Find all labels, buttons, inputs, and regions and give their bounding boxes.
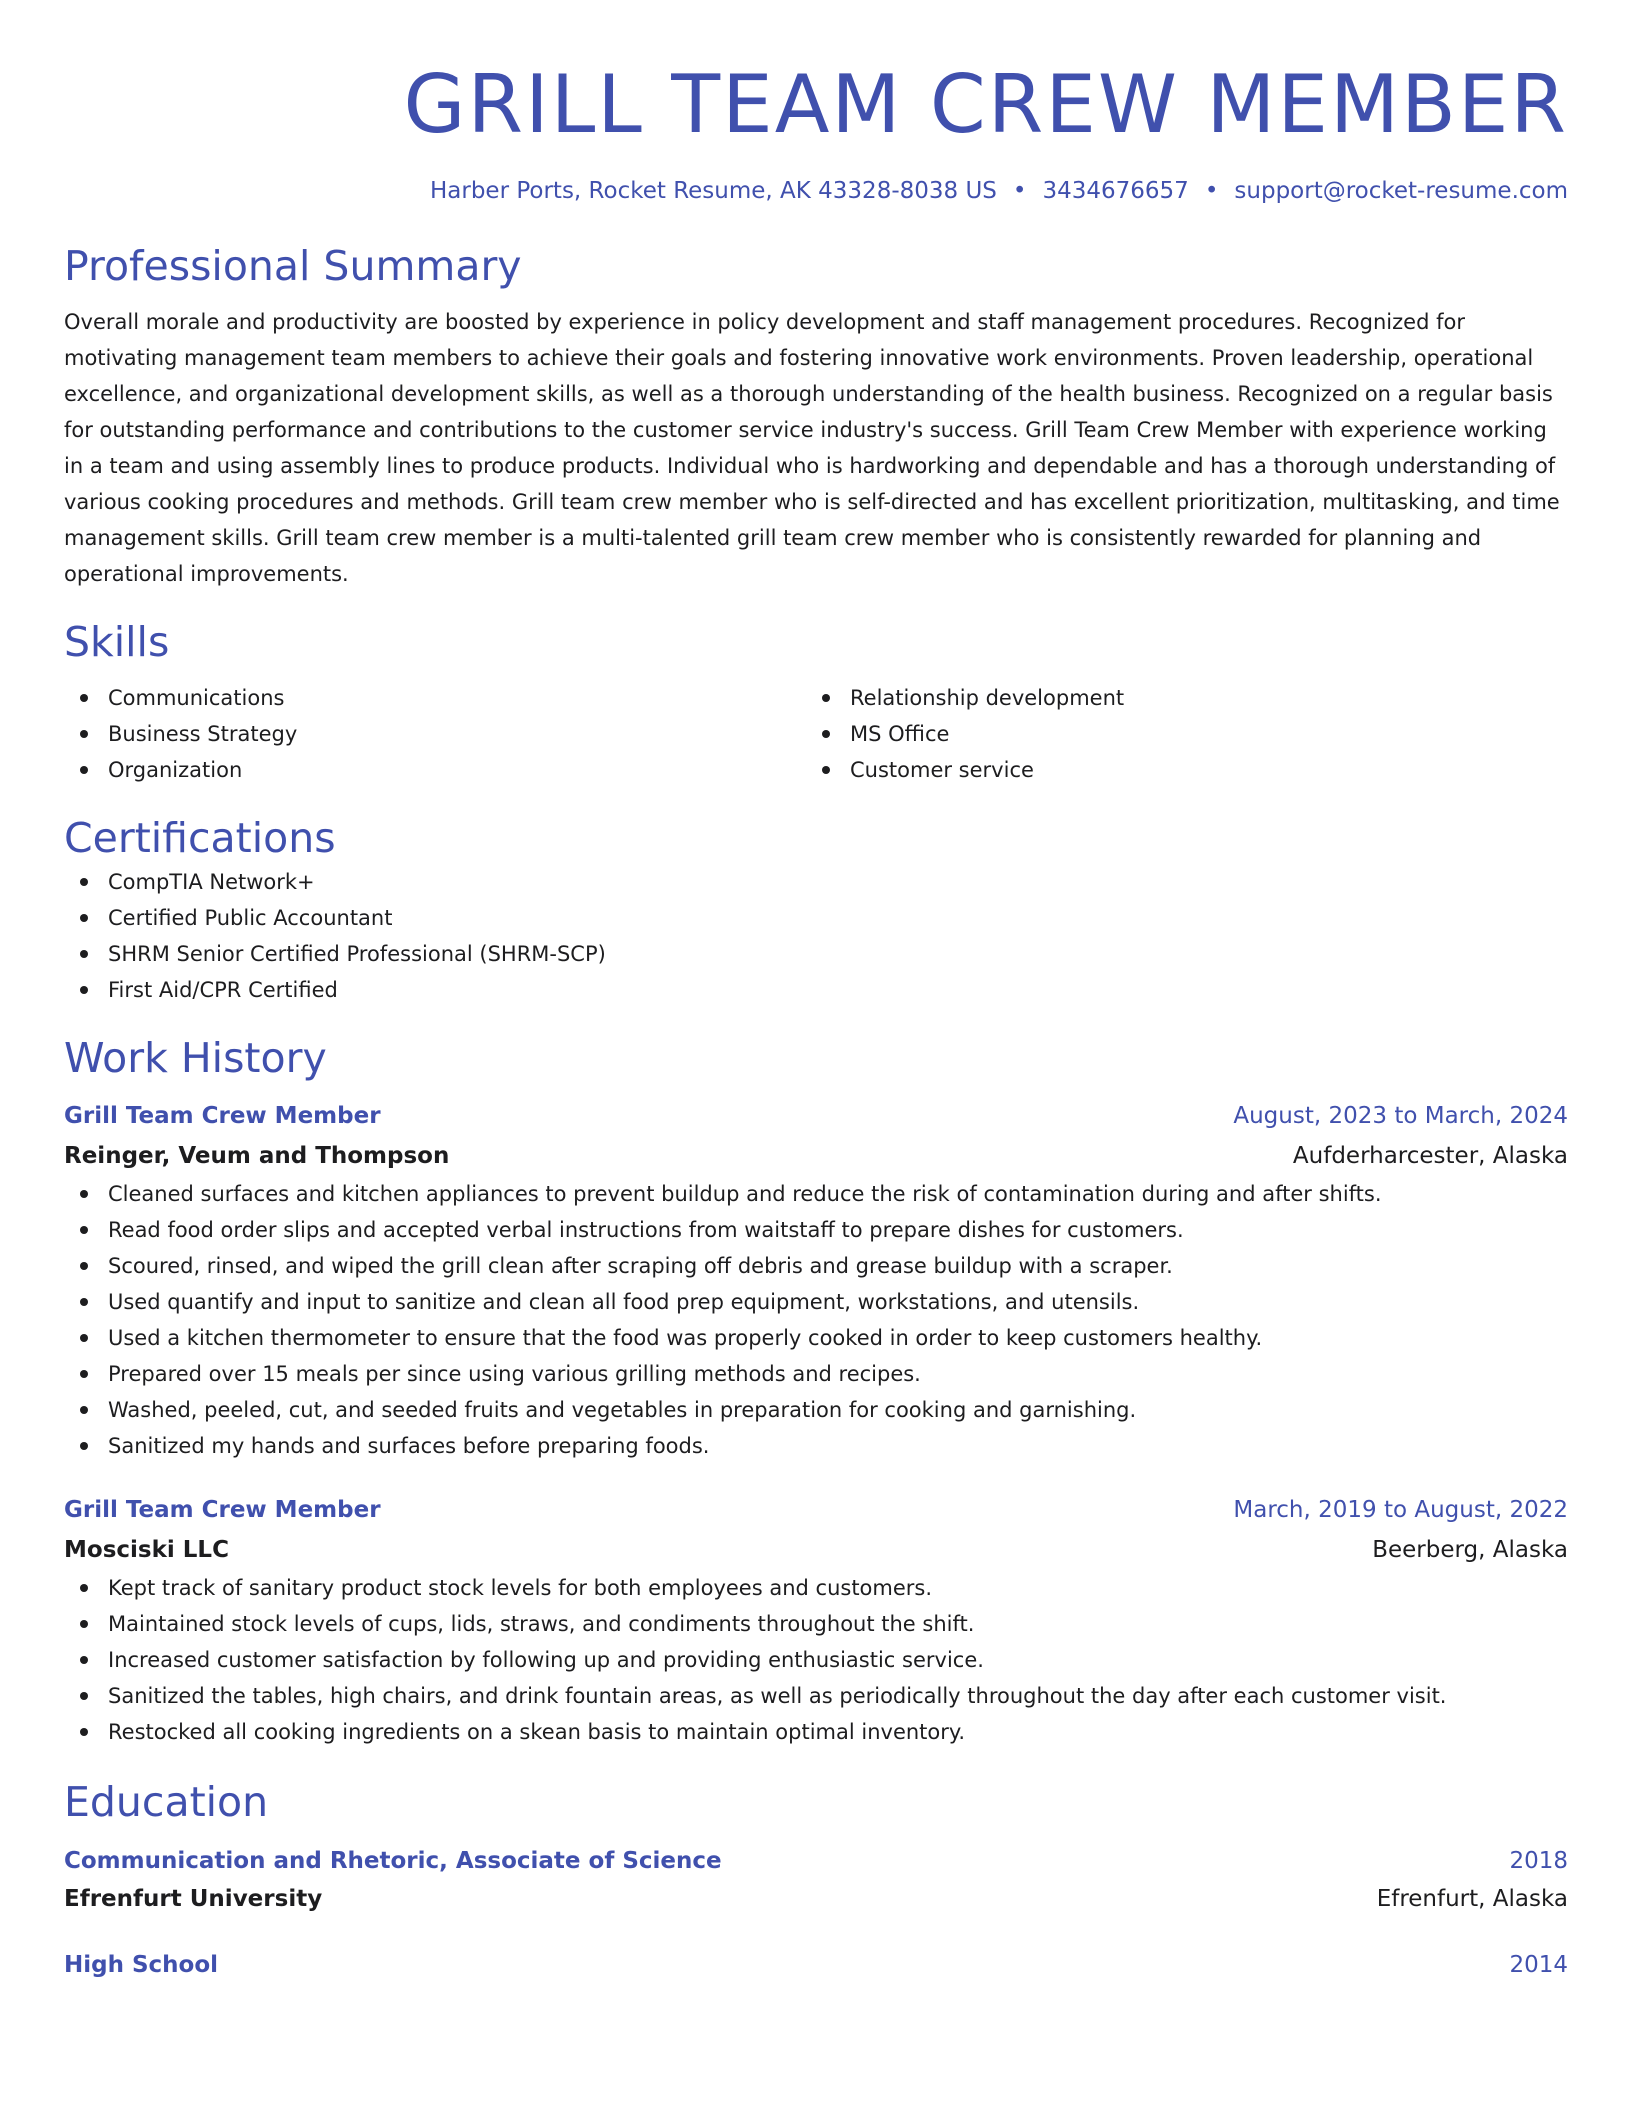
bullet-icon: [80, 1728, 88, 1736]
job-bullet: Sanitized the tables, high chairs, and drink fountain areas, as well as periodically throughout the day after each customer visit.: [64, 1678, 1568, 1714]
certification-item: CompTIA Network+: [64, 864, 1568, 900]
bullet-icon: [80, 1692, 88, 1700]
bullet-icon: [80, 1298, 88, 1306]
job-bullet: Restocked all cooking ingredients on a skean basis to maintain optimal inventory.: [64, 1714, 1568, 1750]
resume-header: [64, 54, 1568, 206]
bullet-icon: [80, 914, 88, 922]
education-location: Efrenfurt, Alaska: [1376, 1886, 1568, 1912]
section-title-summary: Professional Summary: [64, 242, 522, 290]
education-entry: [64, 1842, 1568, 1918]
education-school: Efrenfurt University: [64, 1886, 323, 1912]
contact-line: [64, 176, 1568, 206]
skills-grid: [64, 680, 1568, 788]
bullet-icon: [80, 1406, 88, 1414]
bullet-icon: [80, 1584, 88, 1592]
job-bullet: Used a kitchen thermometer to ensure that the food was properly cooked in order to keep customers healthy.: [64, 1320, 1568, 1356]
job-bullet: Sanitized my hands and surfaces before preparing foods.: [64, 1428, 1568, 1464]
contact-phone: 3434676657: [1042, 178, 1189, 204]
contact-email: support@rocket-resume.com: [1234, 178, 1568, 204]
section-title-education: Education: [64, 1778, 269, 1826]
job-bullets: [64, 1176, 1568, 1464]
skill-item: Organization: [64, 752, 806, 788]
skill-item: Communications: [64, 680, 806, 716]
bullet-icon: [80, 1656, 88, 1664]
skills-column-right: [806, 680, 1548, 788]
job-company: Reinger, Veum and Thompson: [64, 1143, 450, 1169]
skill-item: Business Strategy: [64, 716, 806, 752]
education-degree: Communication and Rhetoric, Associate of Science: [64, 1848, 722, 1874]
summary-text: Overall morale and productivity are boosted by experience in policy development and staff management procedures. Recognized for motivating management team members to achieve their goals and fostering innovative work environments. Proven leadership, operational excellence, and organizational development skills, as well as a thorough understanding of the health business. Recognized on a regular basis for outstanding performance and contributions to the customer service industry's success. Grill Team Crew Member with experience working in a team and using assembly lines to produce products. Individual who is hardworking and dependable and has a thorough understanding of various cooking procedures and methods. Grill team crew member who is self-directed and has excellent prioritization, multitasking, and time management skills. Grill team crew member is a multi-talented grill team crew member who is consistently rewarded for planning and operational improvements.: [64, 310, 1560, 586]
skills-column-left: [64, 680, 806, 788]
bullet-icon: [80, 1190, 88, 1198]
job-entry: [64, 1096, 1568, 1464]
certification-item: SHRM Senior Certified Professional (SHRM-SCP): [64, 936, 1568, 972]
job-dates: August, 2023 to March, 2024: [1233, 1103, 1568, 1129]
section-title-work-history: Work History: [64, 1034, 327, 1082]
job-bullet: Prepared over 15 meals per since using various grilling methods and recipes.: [64, 1356, 1568, 1392]
education-degree: High School: [64, 1952, 219, 1978]
bullet-icon: [80, 1370, 88, 1378]
job-entry: [64, 1490, 1568, 1750]
section-title-certifications: Certifications: [64, 814, 336, 862]
job-location: Aufderharcester, Alaska: [1292, 1143, 1568, 1169]
bullet-icon: [80, 694, 88, 702]
contact-address: Harber Ports, Rocket Resume, AK 43328-8038 US: [429, 178, 997, 204]
job-title: Grill Team Crew Member: [64, 1103, 381, 1129]
contact-separator: •: [1012, 178, 1027, 204]
certification-item: Certified Public Accountant: [64, 900, 1568, 936]
bullet-icon: [80, 730, 88, 738]
job-company: Mosciski LLC: [64, 1537, 229, 1563]
bullet-icon: [80, 1226, 88, 1234]
bullet-icon: [80, 1334, 88, 1342]
education-entry: [64, 1946, 1568, 1984]
job-bullet: Cleaned surfaces and kitchen appliances to prevent buildup and reduce the risk of contamination during and after shifts.: [64, 1176, 1568, 1212]
skill-item: MS Office: [806, 716, 1548, 752]
job-bullet: Used quantify and input to sanitize and clean all food prep equipment, workstations, and utensils.: [64, 1284, 1568, 1320]
job-bullet: Maintained stock levels of cups, lids, straws, and condiments throughout the shift.: [64, 1606, 1568, 1642]
job-dates: March, 2019 to August, 2022: [1233, 1497, 1568, 1523]
bullet-icon: [80, 1620, 88, 1628]
bullet-icon: [80, 950, 88, 958]
job-bullet: Read food order slips and accepted verbal instructions from waitstaff to prepare dishes for customers.: [64, 1212, 1568, 1248]
bullet-icon: [822, 694, 830, 702]
skill-item: Customer service: [806, 752, 1548, 788]
contact-separator: •: [1204, 178, 1219, 204]
candidate-name: GRILL TEAM CREW MEMBER: [403, 58, 1568, 151]
job-bullet: Increased customer satisfaction by following up and providing enthusiastic service.: [64, 1642, 1568, 1678]
job-bullet: Kept track of sanitary product stock levels for both employees and customers.: [64, 1570, 1568, 1606]
certification-item: First Aid/CPR Certified: [64, 972, 1568, 1008]
skill-item: Relationship development: [806, 680, 1548, 716]
job-bullets: [64, 1570, 1568, 1750]
bullet-icon: [822, 730, 830, 738]
job-location: Beerberg, Alaska: [1372, 1537, 1568, 1563]
section-title-skills: Skills: [64, 618, 170, 666]
education-year: 2014: [1509, 1952, 1568, 1978]
bullet-icon: [80, 986, 88, 994]
bullet-icon: [80, 878, 88, 886]
education-year: 2018: [1509, 1848, 1568, 1874]
bullet-icon: [80, 766, 88, 774]
job-bullet: Scoured, rinsed, and wiped the grill clean after scraping off debris and grease buildup with a scraper.: [64, 1248, 1568, 1284]
job-bullet: Washed, peeled, cut, and seeded fruits and vegetables in preparation for cooking and garnishing.: [64, 1392, 1568, 1428]
job-title: Grill Team Crew Member: [64, 1497, 381, 1523]
certifications-list: [64, 864, 1568, 1008]
bullet-icon: [80, 1262, 88, 1270]
bullet-icon: [80, 1442, 88, 1450]
bullet-icon: [822, 766, 830, 774]
